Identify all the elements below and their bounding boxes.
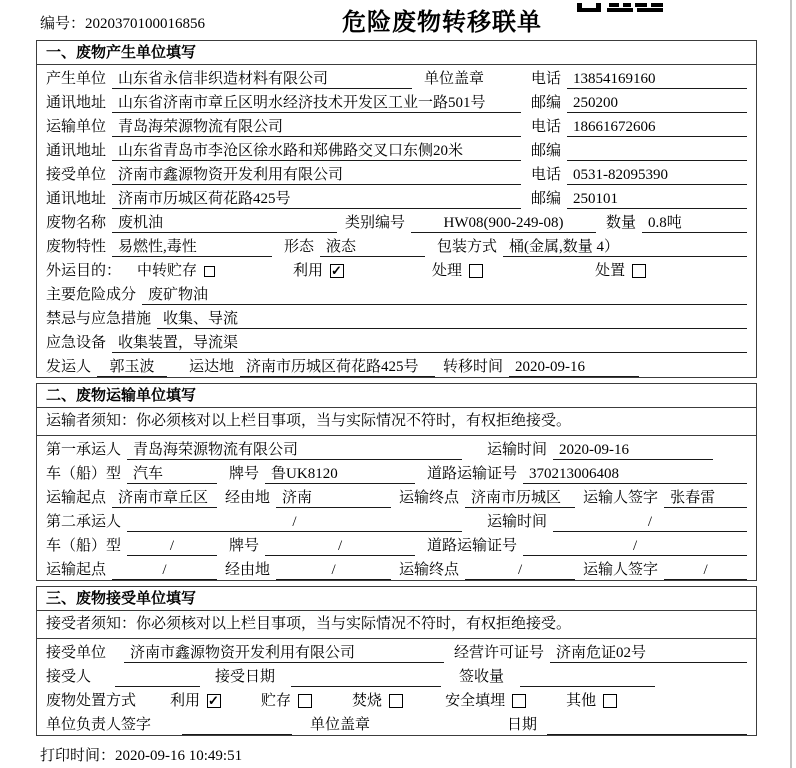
license1-label: 道路运输证号 (427, 466, 518, 482)
waste-traits-row (37, 233, 756, 257)
qr-code-fragment (577, 0, 663, 17)
via1-label: 经由地 (225, 490, 271, 506)
via1-field: 济南 (276, 489, 391, 508)
packing-label: 包装方式 (437, 239, 498, 255)
origin2-label: 运输起点 (46, 562, 107, 578)
form-state-label: 形态 (284, 239, 315, 255)
end1-label: 运输终点 (399, 490, 460, 506)
vehicle1-field: 汽车 (127, 465, 217, 484)
equipment-field: 收集装置，导流渠 (112, 334, 747, 353)
waste-name-label: 废物名称 (46, 215, 107, 231)
vehicle2-row (37, 532, 756, 556)
checkbox-disposal-store (298, 694, 312, 708)
via2-label: 经由地 (225, 562, 271, 578)
producer-address-field: 山东省济南市章丘区明水经济技术开发区工业一路501号 (112, 94, 521, 113)
checkbox-disposal-landfill (512, 694, 526, 708)
unit-seal2-label: 单位盖章 (310, 717, 371, 733)
receiver-notice: 接受者须知：你必须核对以上栏目事项，当与实际情况不符时，有权拒绝接受。 (37, 611, 756, 639)
plate2-field: / (265, 537, 415, 556)
transporter-phone-label: 电话 (530, 119, 561, 135)
producer-name-field: 山东省永信非织造材料有限公司 (112, 70, 412, 89)
license1-field: 370213006408 (523, 465, 747, 484)
transporter-name-field: 青岛海荣源物流有限公司 (112, 118, 521, 137)
section3-header: 三、废物接受单位填写 (37, 587, 756, 611)
quantity-label: 数量 (606, 215, 637, 231)
carrier2-label: 第二承运人 (46, 514, 122, 530)
license2-label: 道路运输证号 (427, 538, 518, 554)
vehicle2-field: / (127, 537, 217, 556)
form-state-field: 液态 (320, 238, 425, 257)
sign-date-label: 日期 (506, 717, 537, 733)
checkbox-transfer-storage (204, 266, 215, 277)
route1-row (37, 484, 756, 508)
license2-field: / (523, 537, 747, 556)
vehicle1-row (37, 460, 756, 484)
permit-label: 经营许可证号 (454, 645, 545, 661)
waste-name-row (37, 209, 756, 233)
checkbox-treat (469, 264, 483, 278)
transporter-zip-field (567, 142, 747, 161)
carrier1-field: 青岛海荣源物流有限公司 (127, 441, 462, 460)
category-code-field: HW08(900-249-08) (411, 214, 596, 233)
sign2-field: / (664, 561, 747, 580)
disposal-option-other: 其他 (566, 692, 617, 711)
via2-field: / (276, 561, 391, 580)
vehicle2-label: 车（船）型 (46, 538, 122, 554)
shipper-label: 发运人 (46, 359, 92, 375)
section-transport (36, 383, 757, 581)
transporter-zip-label: 邮编 (530, 143, 561, 159)
checkbox-dispose (632, 264, 646, 278)
disposal-option-landfill: 安全填埋 (445, 692, 526, 711)
end2-field: / (465, 561, 575, 580)
sign2-label: 运输人签字 (583, 562, 659, 578)
disposal-option-store: 贮存 (261, 692, 312, 711)
producer-address-label: 通讯地址 (46, 95, 107, 111)
waste-traits-label: 废物特性 (46, 239, 107, 255)
producer-zip-field: 250200 (567, 94, 747, 113)
page-title: 危险废物转移联单 (342, 9, 542, 36)
receiver-name-field: 济南市鑫源物资开发利用有限公司 (112, 166, 521, 185)
purpose-option-treat: 处理 (432, 262, 483, 281)
producer-zip-label: 邮编 (530, 95, 561, 111)
carrier1-time-label: 运输时间 (487, 442, 548, 458)
category-code-label: 类别编号 (345, 215, 406, 231)
section-receive (36, 586, 757, 736)
print-time-value: 2020-09-16 10:49:51 (115, 748, 243, 764)
vehicle1-label: 车（船）型 (46, 466, 122, 482)
sign1-label: 运输人签字 (583, 490, 659, 506)
responsible-sign-field (182, 716, 292, 735)
plate1-field: 鲁UK8120 (265, 465, 415, 484)
transporter-row (37, 113, 756, 137)
receiver-address-label: 通讯地址 (46, 191, 107, 207)
carrier2-time-label: 运输时间 (487, 514, 548, 530)
carrier1-row (37, 436, 756, 460)
accept-unit-label: 接受单位 (46, 645, 107, 661)
carrier1-label: 第一承运人 (46, 442, 122, 458)
hazard-label: 主要危险成分 (46, 287, 137, 303)
receiver-phone-field: 0531-82095390 (567, 166, 747, 185)
checkbox-disposal-incinerate (389, 694, 403, 708)
acceptor-label: 接受人 (46, 669, 92, 685)
accept-date-label: 接受日期 (215, 669, 276, 685)
disposal-option-utilize: 利用 ✓ (170, 692, 221, 711)
plate1-label: 牌号 (229, 466, 260, 482)
carrier2-time-field: / (553, 513, 747, 532)
checkbox-utilize (330, 264, 344, 278)
end1-field: 济南市历城区 (465, 489, 575, 508)
responsible-sign-row (37, 711, 756, 735)
receiver-address-field: 济南市历城区荷花路425号 (112, 190, 521, 209)
disposal-option-incinerate: 焚烧 (352, 692, 403, 711)
section2-header: 二、废物运输单位填写 (37, 384, 756, 408)
carrier2-field: / (127, 513, 462, 532)
purpose-row (37, 257, 756, 281)
receiver-row (37, 161, 756, 185)
section-producer (36, 40, 757, 378)
transporter-address-label: 通讯地址 (46, 143, 107, 159)
producer-address-row (37, 89, 756, 113)
taboo-label: 禁忌与应急措施 (46, 311, 152, 327)
checkbox-disposal-utilize (207, 694, 221, 708)
transfer-form (36, 40, 757, 736)
receiver-address-row (37, 185, 756, 209)
serial-value: 2020370100016856 (85, 16, 206, 32)
receiver-phone-label: 电话 (530, 167, 561, 183)
accept-unit-row (37, 639, 756, 663)
purpose-option-utilize: 利用 ✓ (293, 262, 344, 281)
hazard-row (37, 281, 756, 305)
taboo-row (37, 305, 756, 329)
producer-phone-field: 13854169160 (567, 70, 747, 89)
transporter-notice: 运输者须知：你必须核对以上栏目事项，当与实际情况不符时，有权拒绝接受。 (37, 408, 756, 436)
carrier1-time-field: 2020-09-16 (553, 441, 713, 460)
serial-label: 编号： (40, 16, 86, 32)
packing-field: 桶(金属,数量 4） (503, 238, 747, 257)
acceptor-field (115, 668, 200, 687)
route2-row (37, 556, 756, 580)
transporter-address-row (37, 137, 756, 161)
page-edge-line (790, 0, 792, 768)
transfer-time-label: 转移时间 (443, 359, 504, 375)
producer-phone-label: 电话 (530, 71, 561, 87)
plate2-label: 牌号 (229, 538, 260, 554)
sign-date-field (547, 716, 747, 735)
producer-label: 产生单位 (46, 71, 107, 87)
purpose-label: 外运目的： (46, 263, 122, 279)
receiver-zip-field: 250101 (567, 190, 747, 209)
waste-traits-field: 易燃性,毒性 (112, 238, 272, 257)
permit-field: 济南危证02号 (550, 644, 747, 663)
end2-label: 运输终点 (399, 562, 460, 578)
checkbox-disposal-other (603, 694, 617, 708)
sign1-field: 张春雷 (664, 489, 747, 508)
purpose-option-dispose: 处置 (595, 262, 646, 281)
acceptor-row (37, 663, 756, 687)
quantity-field: 0.8吨 (642, 214, 747, 233)
origin2-field: / (112, 561, 217, 580)
receiver-label: 接受单位 (46, 167, 107, 183)
disposal-row (37, 687, 756, 711)
signed-qty-field (520, 668, 655, 687)
taboo-field: 收集、导流 (157, 310, 747, 329)
form-header (0, 0, 796, 40)
transporter-address-field: 山东省青岛市李沧区徐水路和郑佛路交叉口东侧20米 (112, 142, 521, 161)
equipment-label: 应急设备 (46, 335, 107, 351)
signed-qty-label: 签收量 (459, 669, 505, 685)
accept-unit-field: 济南市鑫源物资开发利用有限公司 (124, 644, 444, 663)
print-time (40, 744, 796, 765)
accept-date-field (291, 668, 441, 687)
transporter-phone-field: 18661672606 (567, 118, 747, 137)
origin1-label: 运输起点 (46, 490, 107, 506)
producer-row (37, 65, 756, 89)
receiver-zip-label: 邮编 (530, 191, 561, 207)
unit-seal-label: 单位盖章 (424, 71, 485, 87)
waste-name-field: 废机油 (112, 214, 337, 233)
purpose-option-transfer-storage: 中转贮存 (137, 262, 215, 281)
destination-label: 运达地 (189, 359, 235, 375)
transporter-label: 运输单位 (46, 119, 107, 135)
shipper-row (37, 353, 756, 377)
transfer-time-field: 2020-09-16 (509, 358, 639, 377)
destination-field: 济南市历城区荷花路425号 (240, 358, 435, 377)
hazard-field: 废矿物油 (142, 286, 747, 305)
section1-header: 一、废物产生单位填写 (37, 41, 756, 65)
disposal-label: 废物处置方式 (46, 693, 137, 709)
print-time-label: 打印时间： (40, 748, 116, 764)
equipment-row (37, 329, 756, 353)
shipper-field: 郭玉波 (97, 358, 167, 377)
origin1-field: 济南市章丘区 (112, 489, 217, 508)
carrier2-row (37, 508, 756, 532)
responsible-sign-label: 单位负责人签字 (46, 717, 152, 733)
